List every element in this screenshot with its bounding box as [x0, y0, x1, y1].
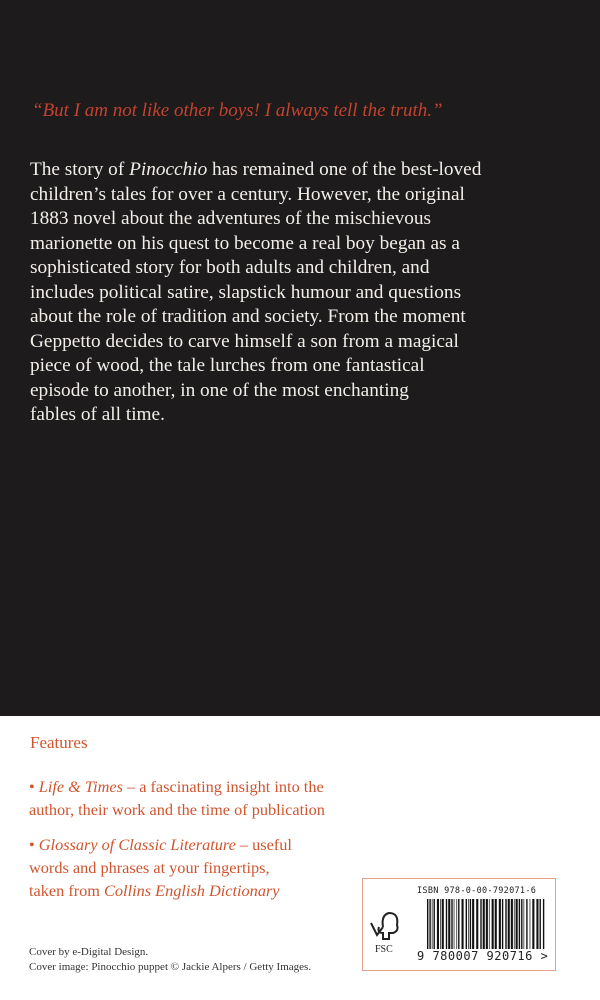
barcode-bar — [540, 899, 541, 949]
blurb-line — [30, 379, 481, 404]
barcode-bar — [536, 899, 538, 949]
barcode-bar — [437, 899, 439, 949]
blurb-text: fables of all time. — [30, 404, 165, 425]
barcode-bar — [458, 899, 459, 949]
pull-quote: “But I am not like other boys! I always tell the truth.” — [32, 100, 443, 121]
barcode-bar — [442, 899, 444, 949]
barcode-bar — [492, 899, 494, 949]
barcode-bar — [524, 899, 525, 949]
feature-source: Collins English Dictionary — [104, 881, 280, 900]
barcode-bar — [470, 899, 471, 949]
blurb-line — [30, 256, 481, 281]
feature-text: – a fascinating insight into the — [122, 777, 324, 796]
barcode-bar — [448, 899, 450, 949]
barcode-bar — [502, 899, 503, 949]
barcode-bar — [508, 899, 510, 949]
cover-credits — [29, 945, 311, 975]
blurb-text: The story of — [30, 159, 130, 180]
feature-title: Glossary of Classic Literature — [38, 835, 236, 854]
blurb-text: about the role of tradition and society. From the moment — [30, 306, 466, 327]
feature-text: taken from — [29, 881, 105, 900]
barcode-bar — [486, 899, 488, 949]
blurb-text: Geppetto decides to carve himself a son from a magical — [30, 330, 459, 352]
credit-line: Cover image: Pinocchio puppet © Jackie Alpers / Getty Images. — [29, 961, 312, 973]
barcode-bar — [434, 899, 435, 949]
blurb-text: 1883 novel about the adventures of the mischievous — [30, 208, 432, 229]
isbn-text: ISBN 978-0-00-792071-6 — [417, 886, 537, 896]
isbn-box — [362, 878, 556, 971]
barcode-bar — [532, 899, 534, 949]
barcode-bar — [543, 899, 544, 949]
blurb-text: children’s tales for over a century. However, the original — [30, 183, 465, 205]
barcode-bar — [519, 899, 520, 949]
barcode-bar — [495, 899, 497, 949]
features-heading: Features — [30, 733, 88, 752]
blurb-text: marionette on his quest to become a real boy began as a — [30, 232, 460, 254]
barcode-bar — [505, 899, 506, 949]
barcode-bar — [526, 899, 527, 949]
blurb-text: Pinocchio — [129, 159, 208, 180]
barcode-bar — [432, 899, 433, 949]
barcode-bar — [489, 899, 490, 949]
barcode-number: 9 780007 920716 > — [417, 949, 549, 963]
blurb-line — [30, 281, 481, 306]
barcode-bar — [429, 899, 430, 949]
barcode-bar — [466, 899, 467, 949]
barcode-bar — [427, 899, 428, 949]
blurb-text: includes political satire, slapstick humour and questions — [30, 281, 462, 303]
feature-text: – useful — [235, 835, 292, 854]
barcode-bar — [499, 899, 501, 949]
barcode-bar — [462, 899, 464, 949]
feature-item-life-times: • Life & Times – a fascinating insight into the author, their work and the time of publication — [29, 777, 325, 819]
barcode-bar — [516, 899, 518, 949]
barcode-bar — [511, 899, 513, 949]
barcode — [427, 899, 545, 951]
blurb-line — [30, 207, 481, 232]
blurb-text: episode to another, in one of the most enchanting — [30, 379, 409, 401]
barcode-bar — [521, 899, 522, 949]
barcode-bar — [440, 899, 441, 949]
barcode-bar — [456, 899, 457, 949]
blurb-text: piece of wood, the tale lurches from one fantastical — [30, 355, 425, 376]
barcode-bar — [530, 899, 531, 949]
barcode-bar — [451, 899, 452, 949]
blurb-line — [30, 305, 481, 330]
blurb-line — [30, 183, 481, 208]
barcode-bar — [446, 899, 447, 949]
feature-text: author, their work and the time of publication — [29, 800, 325, 819]
blurb-text: sophisticated story for both adults and children, and — [30, 257, 430, 278]
barcode-bar — [476, 899, 478, 949]
barcode-bar — [468, 899, 469, 949]
blurb-text: has remained one of the best-loved — [207, 159, 482, 180]
blurb — [30, 158, 481, 428]
fsc-label: FSC — [375, 944, 393, 955]
feature-text: words and phrases at your fingertips, — [29, 858, 270, 877]
blurb-line — [30, 354, 481, 379]
barcode-bar — [480, 899, 481, 949]
credit-line: Cover by e-Digital Design. — [29, 946, 149, 958]
barcode-bar — [472, 899, 474, 949]
barcode-bar — [514, 899, 515, 949]
feature-title: Life & Times — [38, 777, 123, 796]
barcode-bar — [454, 899, 455, 949]
blurb-line — [30, 330, 481, 355]
blurb-line — [30, 158, 481, 183]
blurb-line — [30, 232, 481, 257]
barcode-bar — [483, 899, 485, 949]
feature-item-glossary: • Glossary of Classic Literature – useful words and phrases at your fingertips, taken from Collins English Dictionary — [29, 835, 292, 900]
blurb-line — [30, 403, 481, 428]
